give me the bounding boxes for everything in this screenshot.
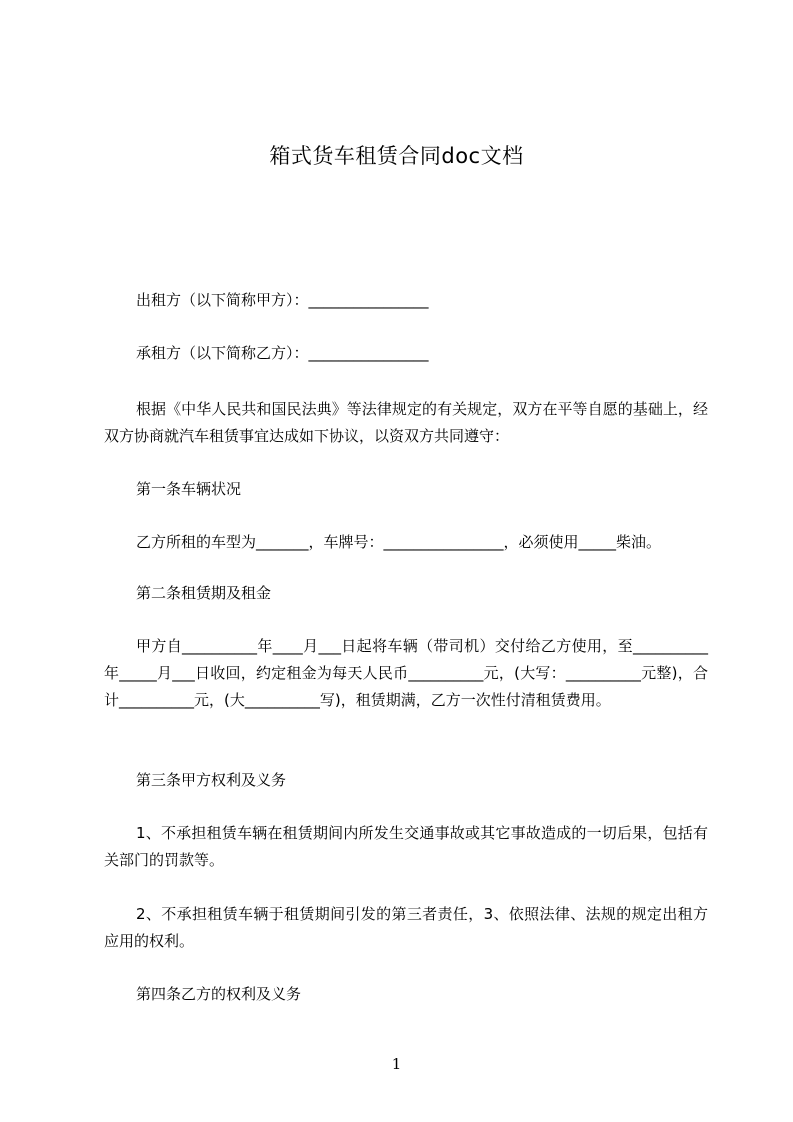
- page-number: 1: [391, 1055, 402, 1073]
- article-3-heading: 第三条甲方权利及义务: [136, 771, 287, 789]
- article-2-heading: 第二条租赁期及租金: [136, 584, 272, 602]
- document-title: 箱式货车租赁合同doc文档: [269, 144, 524, 168]
- lessee-line: 承租方（以下简称乙方）：________________: [136, 344, 429, 362]
- article-3-item-1: 1、不承担租赁车辆在租赁期间内所发生交通事故或其它事故造成的一切后果，包括有关部门的罚款等。: [104, 824, 708, 869]
- article-4-heading: 第四条乙方的权利及义务: [136, 985, 302, 1003]
- lessor-line: 出租方（以下简称甲方）：________________: [136, 291, 429, 309]
- article-1-heading: 第一条车辆状况: [136, 480, 242, 498]
- article-3-item-2: 2、不承担租赁车辆于租赁期间引发的第三者责任，3、依照法律、法规的规定出租方应用的权利。: [104, 905, 708, 950]
- article-1-body: 乙方所租的车型为_______，车牌号：________________，必须使用_____柴油。: [136, 533, 662, 551]
- intro-paragraph: 根据《中华人民共和国民法典》等法律规定的有关规定，双方在平等自愿的基础上，经双方协商就汽车租赁事宜达成如下协议，以资双方共同遵守：: [104, 400, 708, 445]
- article-2-body: 甲方自__________年____月___日起将车辆（带司机）交付给乙方使用，至__________年_____月___日收回，约定租金为每天人民币__________元，(大写：__________元整)，合计__________元，(大__________写)，租赁期满，乙方一次性付清租赁费用。: [104, 637, 708, 709]
